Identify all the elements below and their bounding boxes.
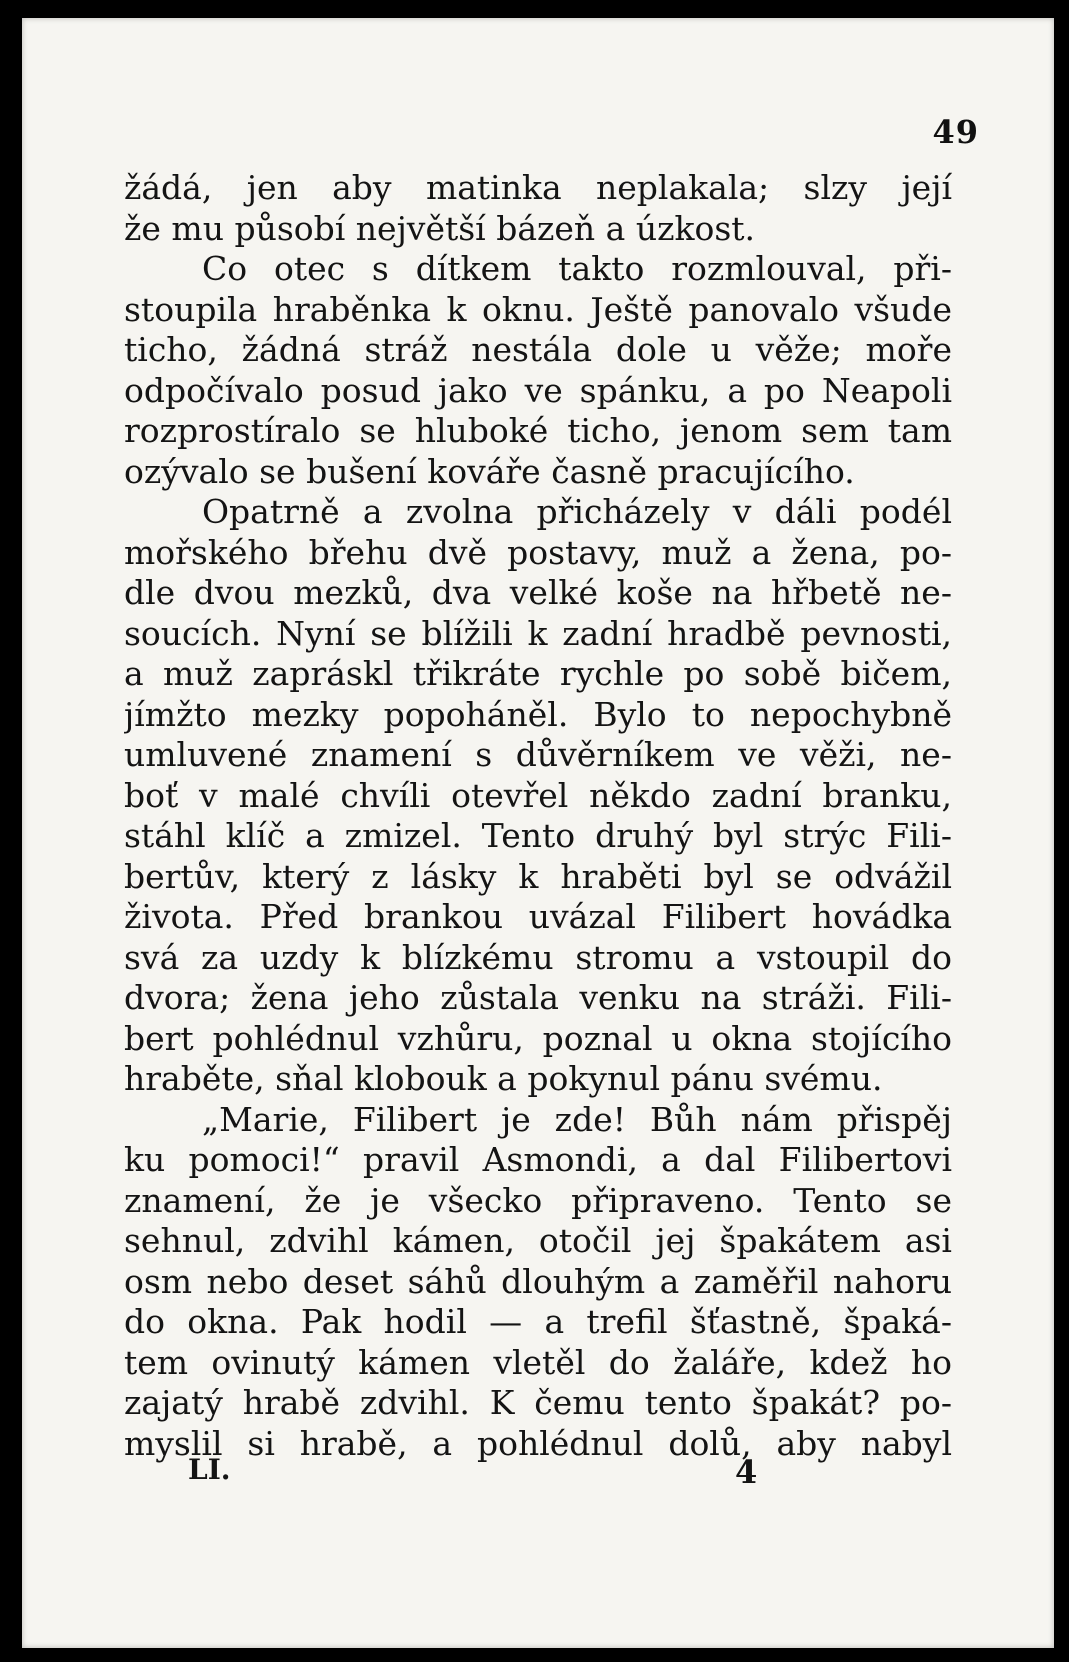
body-text <box>124 168 952 1464</box>
text-line: znamení, že je všecko připraveno. Tento se <box>124 1180 952 1220</box>
text-line: mořského břehu dvě postavy, muž a žena, po- <box>124 532 952 572</box>
text-line: Opatrně a zvolna přicházely v dáli podél <box>202 492 952 531</box>
text-line: sehnul, zdvihl kámen, otočil jej špakátem asi <box>124 1221 952 1260</box>
text-line: myslil si hrabě, a pohlédnul dolů, aby nabyl <box>124 1423 952 1463</box>
text-line: stáhl klíč a zmizel. Tento druhý byl strýc Fili- <box>124 816 952 855</box>
text-line: bertův, který z lásky k hraběti byl se odvážil <box>124 856 952 896</box>
text-line: hraběte, sňal klobouk a pokynul pánu svému. <box>124 1059 883 1098</box>
text-line: odpočívalo posud jako ve spánku, a po Neapoli <box>124 370 952 410</box>
text-line: boť v malé chvíli otevřel někdo zadní branku, <box>124 775 952 815</box>
text-line: svá za uzdy k blízkému stromu a vstoupil do <box>124 937 952 977</box>
text-line: ozývalo se bušení kováře časně pracujícího. <box>124 451 855 491</box>
text-line: života. Před brankou uvázal Filibert hovádka <box>124 897 952 936</box>
text-line: „Marie, Filibert je zde! Bůh nám přispěj <box>202 1099 952 1139</box>
text-line: jímžto mezky popoháněl. Bylo to nepochybně <box>124 694 952 734</box>
signature-number: 4 <box>735 1453 758 1491</box>
signature-mark: LI. <box>188 1453 231 1486</box>
page-number: 49 <box>932 113 979 151</box>
text-line: že mu působí největší bázeň a úzkost. <box>124 208 756 248</box>
text-line: žádá, jen aby matinka neplakala; slzy její <box>124 168 952 207</box>
text-line: a muž zapráskl třikráte rychle po sobě bičem, <box>124 654 952 693</box>
text-line: Co otec s dítkem takto rozmlouval, při- <box>202 249 952 288</box>
text-line: bert pohlédnul vzhůru, poznal u okna stojícího <box>124 1018 952 1058</box>
text-line: zajatý hrabě zdvihl. K čemu tento špakát? po- <box>124 1383 952 1422</box>
text-line: umluvené znamení s důvěrníkem ve věži, ne- <box>124 735 952 774</box>
text-line: do okna. Pak hodil — a trefil šťastně, špaká- <box>124 1302 952 1341</box>
text-line: stoupila hraběnka k oknu. Ještě panovalo všude <box>124 289 952 329</box>
text-line: ku pomoci!“ pravil Asmondi, a dal Filibertovi <box>124 1140 952 1179</box>
text-line: dvora; žena jeho zůstala venku na stráži. Fili- <box>124 978 952 1017</box>
text-line: osm nebo deset sáhů dlouhým a zaměřil nahoru <box>124 1261 952 1301</box>
text-line: soucích. Nyní se blížili k zadní hradbě pevnosti, <box>124 613 952 653</box>
text-line: dle dvou mezků, dva velké koše na hřbetě ne- <box>124 573 952 612</box>
text-line: ticho, žádná stráž nestála dole u věže; moře <box>124 330 952 369</box>
text-line: rozprostíralo se hluboké ticho, jenom sem tam <box>124 411 952 450</box>
text-line: tem ovinutý kámen vletěl do žaláře, kdež ho <box>124 1342 952 1382</box>
binding-edge <box>6 0 10 1662</box>
book-page <box>22 18 1054 1648</box>
page-footer <box>140 1453 840 1493</box>
